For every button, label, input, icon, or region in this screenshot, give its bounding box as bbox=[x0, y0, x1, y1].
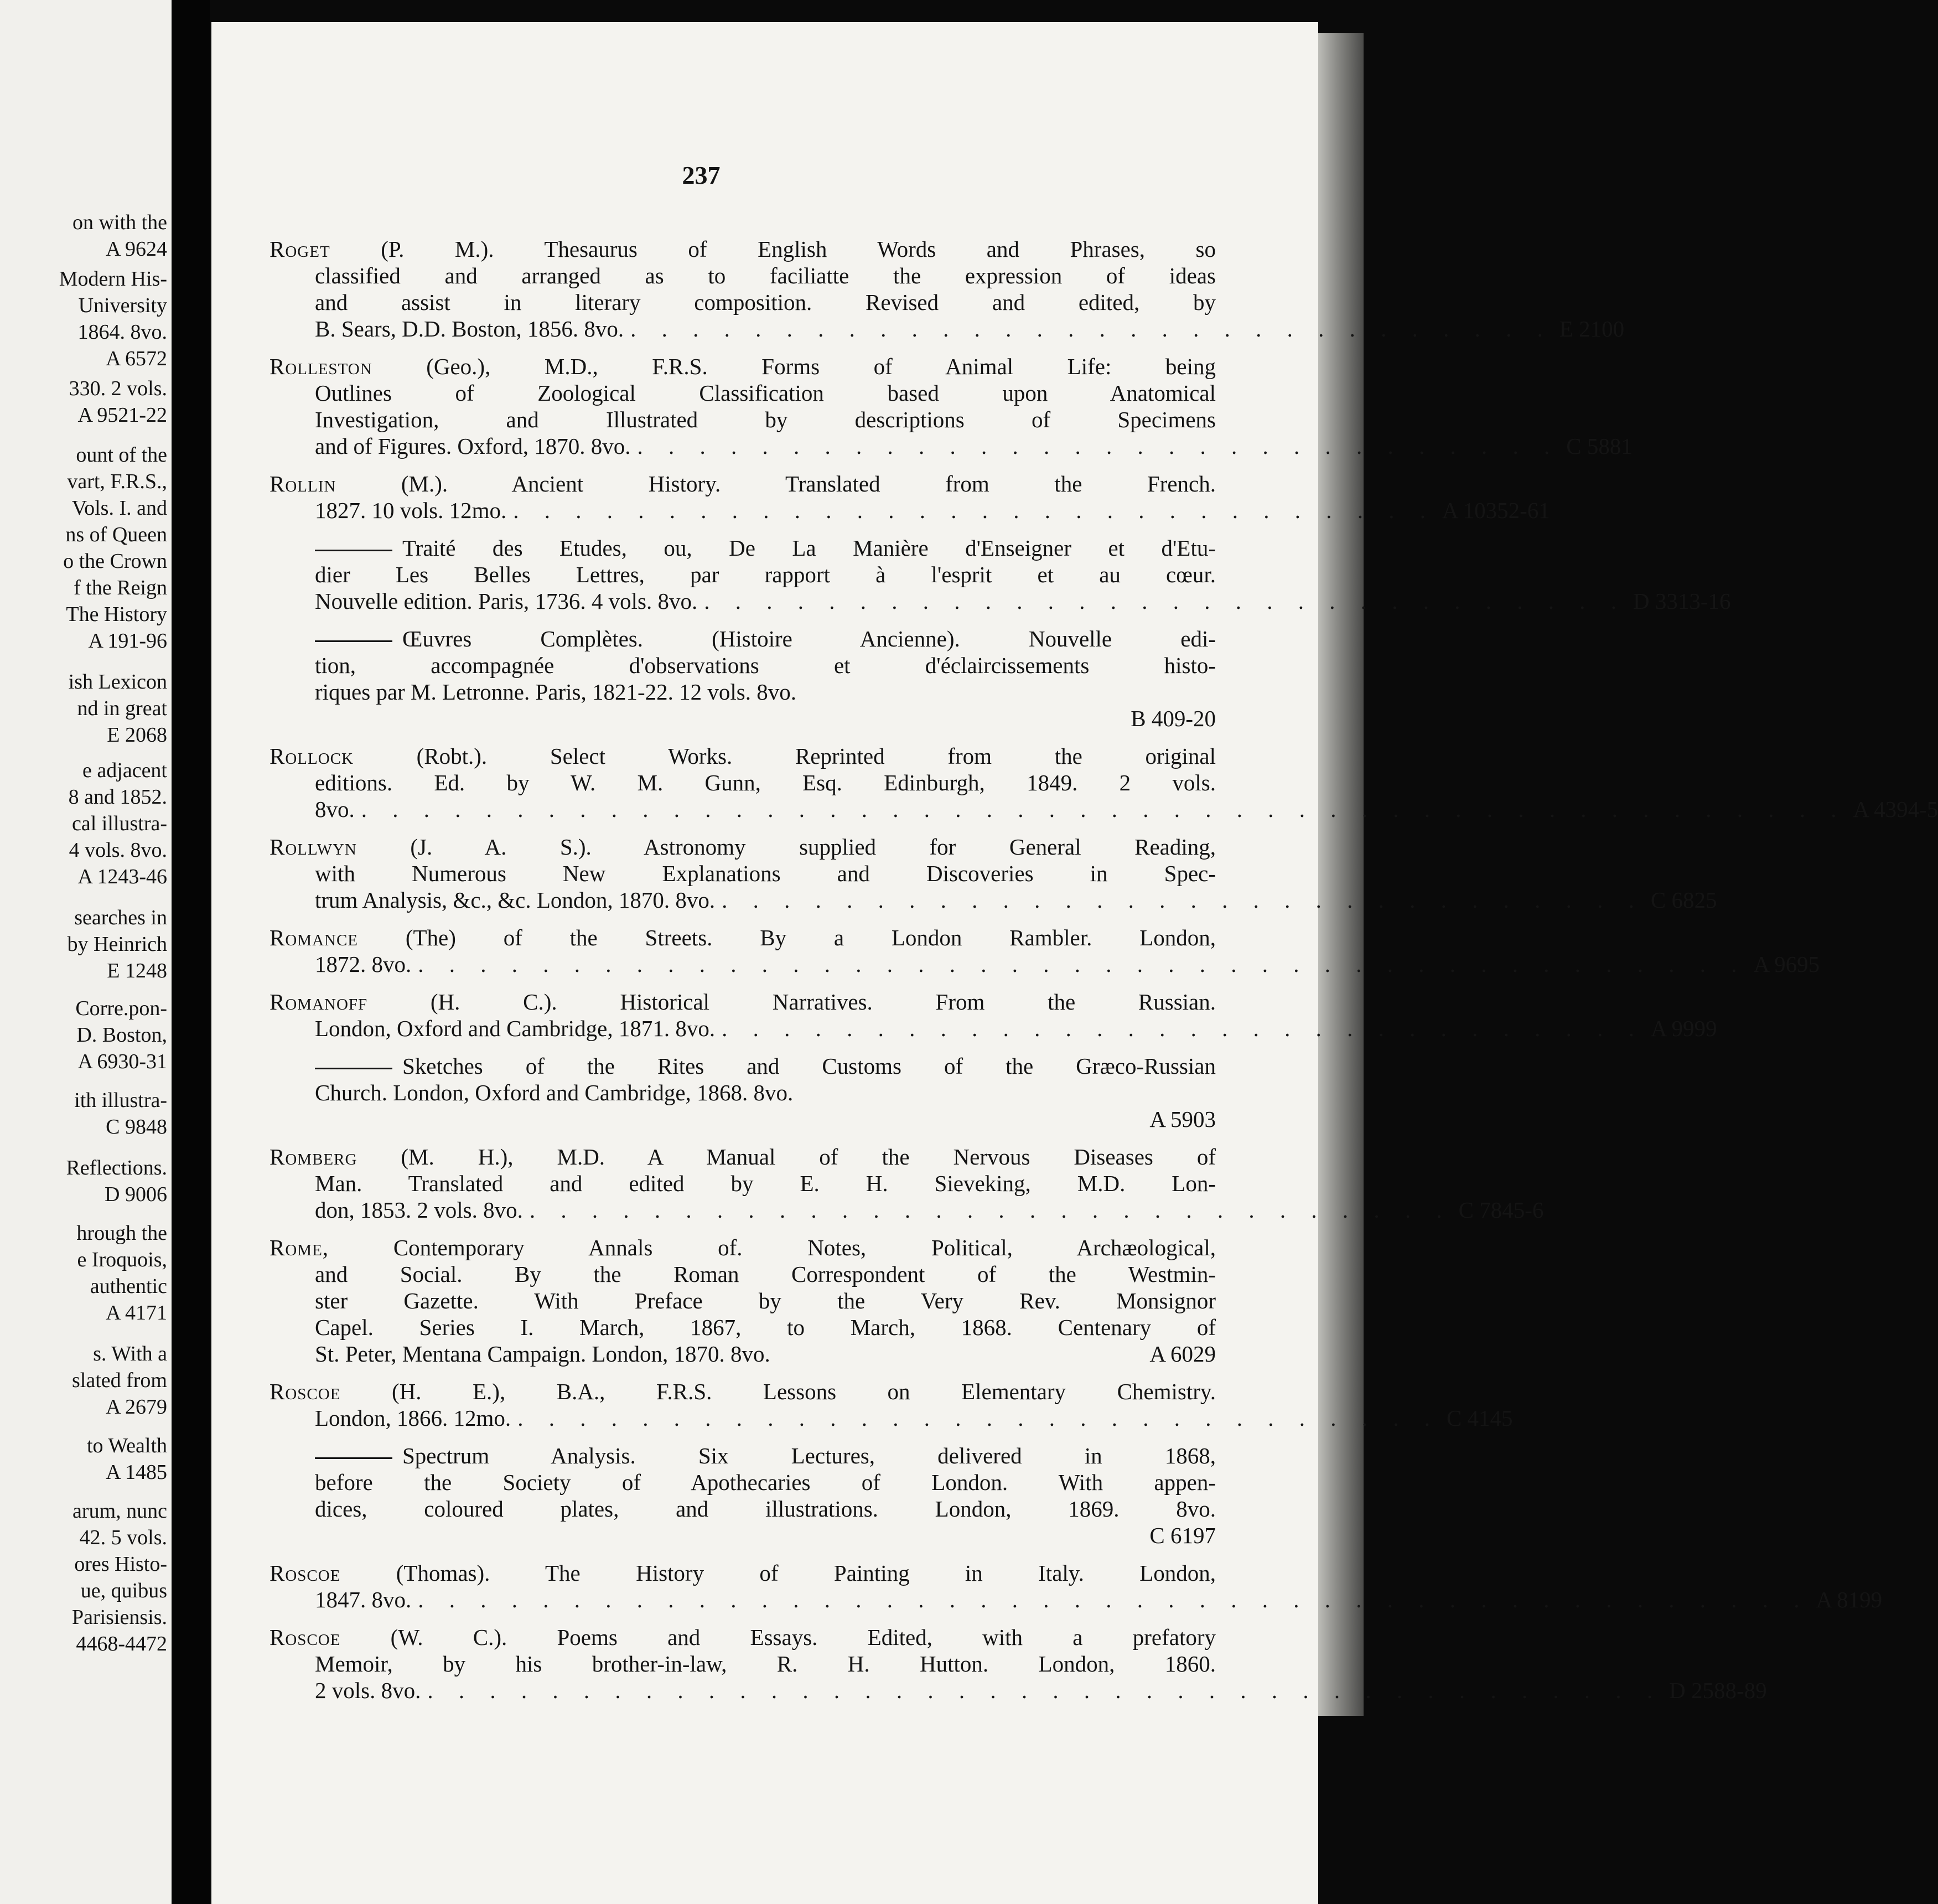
entry-line bbox=[270, 1144, 1216, 1170]
entry-line bbox=[270, 353, 1216, 380]
left-fragment: cal illustra- bbox=[72, 812, 167, 835]
left-fragment: A 9624 bbox=[106, 237, 167, 261]
entry-text: Œuvres Complètes. (Histoire Ancienne). Nouvelle edi- bbox=[402, 626, 1216, 651]
left-fragment: hrough the bbox=[76, 1222, 167, 1245]
left-fragment: Reflections. bbox=[66, 1156, 167, 1179]
catalogue-entry bbox=[270, 470, 1550, 524]
entry-line bbox=[270, 1522, 1216, 1549]
catalogue-entry bbox=[270, 834, 1717, 913]
catalogue-entry bbox=[270, 743, 1938, 822]
entry-line: Church. London, Oxford and Cambridge, 1868. 8vo. bbox=[315, 1080, 794, 1105]
left-fragment: A 191-96 bbox=[88, 629, 167, 653]
entry-author: Romberg bbox=[270, 1144, 357, 1170]
entry-line: Capel. Series I. March, 1867, to March, 1868. Centenary of bbox=[315, 1315, 1216, 1340]
entry-line bbox=[270, 236, 1216, 262]
ditto-dash bbox=[315, 640, 392, 642]
shelf-mark: E 2100 bbox=[1559, 316, 1625, 342]
left-fragment: 4468-4472 bbox=[76, 1632, 167, 1655]
entry-text: Sketches of the Rites and Customs of the Græco-Russian bbox=[402, 1053, 1216, 1079]
left-fragment: A 2679 bbox=[106, 1395, 167, 1419]
catalogue-entries bbox=[270, 236, 1938, 1715]
entry-line: London, Oxford and Cambridge, 1871. 8vo. . . . . . . . . . . . . . . . . . . . . . . . . . . . . . . A 9999 bbox=[315, 1016, 1717, 1041]
shelf-mark: B 409-20 bbox=[1131, 706, 1216, 731]
entry-line: trum Analysis, &c., &c. London, 1870. 8vo. . . . . . . . . . . . . . . . . . . . . . . . . . . . . . . C 6825 bbox=[315, 887, 1717, 913]
entry-text: Traité des Etudes, ou, De La Manière d'Enseigner et d'Etu- bbox=[402, 535, 1216, 561]
catalogue-entry bbox=[270, 924, 1820, 977]
entry-text: (M.). Ancient History. Translated from the French. bbox=[401, 471, 1216, 496]
left-fragment: Vols. I. and bbox=[71, 496, 167, 520]
left-fragment: searches in bbox=[74, 906, 167, 929]
entry-text: and of Figures. Oxford, 1870. 8vo. bbox=[315, 433, 631, 459]
entry-line: riques par M. Letronne. Paris, 1821-22. 12 vols. 8vo. bbox=[315, 679, 796, 705]
left-fragment: A 9521-22 bbox=[77, 403, 167, 427]
entry-line bbox=[270, 1106, 1216, 1132]
shelf-mark: D 3313-16 bbox=[1633, 588, 1731, 614]
entry-text: (H. C.). Historical Narratives. From the Russian. bbox=[430, 989, 1216, 1015]
left-fragment: nd in great bbox=[77, 697, 167, 720]
entry-text: trum Analysis, &c., &c. London, 1870. 8vo. bbox=[315, 887, 716, 913]
shelf-mark: D 2588-89 bbox=[1669, 1678, 1767, 1703]
entry-line: B. Sears, D.D. Boston, 1856. 8vo. . . . . . . . . . . . . . . . . . . . . . . . . . . . . . . E 2100 bbox=[315, 316, 1625, 342]
left-fragment: ue, quibus bbox=[80, 1579, 167, 1602]
entry-line: don, 1853. 2 vols. 8vo. . . . . . . . . . . . . . . . . . . . . . . . . . . . . . . C 7845-6 bbox=[315, 1197, 1544, 1223]
entry-text: (Thomas). The History of Painting in Italy. London, bbox=[396, 1560, 1216, 1586]
left-fragment: 42. 5 vols. bbox=[79, 1526, 167, 1549]
entry-line: editions. Ed. by W. M. Gunn, Esq. Edinburgh, 1849. 2 vols. bbox=[315, 770, 1216, 795]
entry-line bbox=[270, 1234, 1216, 1261]
entry-line: classified and arranged as to faciliatte the expression of ideas bbox=[315, 263, 1216, 288]
entry-line: Nouvelle edition. Paris, 1736. 4 vols. 8vo. . . . . . . . . . . . . . . . . . . . . . . . . . . . . . . D 3313-16 bbox=[315, 588, 1731, 614]
entry-text: (Geo.), M.D., F.R.S. Forms of Animal Life: being bbox=[426, 354, 1216, 379]
entry-author: Roscoe bbox=[270, 1560, 341, 1586]
entry-line: and Social. By the Roman Correspondent of the Westmin- bbox=[315, 1261, 1216, 1287]
entry-line: 1847. 8vo. . . . . . . . . . . . . . . . . . . . . . . . . . . . . . . . . . . . . . . . . . . . . . A 8199 bbox=[315, 1587, 1883, 1612]
entry-line bbox=[270, 743, 1216, 769]
catalogue-entry bbox=[270, 1144, 1544, 1223]
shelf-mark: A 5903 bbox=[1149, 1106, 1216, 1132]
shelf-mark: A 9695 bbox=[1753, 951, 1820, 977]
page-number: 237 bbox=[682, 161, 721, 189]
catalogue-entry bbox=[270, 989, 1717, 1042]
left-fragment: C 9848 bbox=[106, 1115, 167, 1139]
entry-text: London, 1866. 12mo. bbox=[315, 1405, 511, 1431]
entry-line bbox=[270, 1442, 1216, 1469]
entry-text: 1872. 8vo. bbox=[315, 951, 412, 977]
catalogue-entry bbox=[270, 625, 1216, 732]
book-gutter bbox=[172, 0, 210, 1904]
entry-text: (W. C.). Poems and Essays. Edited, with a prefatory bbox=[390, 1624, 1216, 1650]
entry-line: 2 vols. 8vo. . . . . . . . . . . . . . . . . . . . . . . . . . . . . . . . . . . . . . . . . D 2588-89 bbox=[315, 1678, 1767, 1703]
entry-text: don, 1853. 2 vols. 8vo. bbox=[315, 1197, 523, 1223]
left-fragment: A 1485 bbox=[106, 1461, 167, 1484]
catalogue-entry bbox=[270, 1442, 1216, 1549]
entry-text: , Contemporary Annals of. Notes, Political, Archæological, bbox=[322, 1235, 1216, 1260]
entry-text: 8vo. bbox=[315, 796, 355, 822]
left-fragment: ores Histo- bbox=[74, 1553, 167, 1576]
left-fragment: ount of the bbox=[76, 443, 167, 467]
previous-page-fragment bbox=[0, 0, 172, 1904]
entry-line: and of Figures. Oxford, 1870. 8vo. . . . . . . . . . . . . . . . . . . . . . . . . . . . . . . C 5881 bbox=[315, 433, 1633, 459]
entry-author: Roget bbox=[270, 236, 330, 262]
left-fragment: ith illustra- bbox=[74, 1089, 167, 1112]
shelf-mark: C 7845-6 bbox=[1458, 1197, 1544, 1223]
entry-author: Rollin bbox=[270, 471, 336, 496]
catalogue-entry bbox=[270, 1378, 1513, 1431]
entry-line bbox=[270, 470, 1216, 497]
ditto-dash bbox=[315, 1068, 392, 1069]
catalogue-entry bbox=[270, 1053, 1216, 1132]
entry-text: (The) of the Streets. By a London Rambler. London, bbox=[405, 925, 1216, 950]
catalogue-page bbox=[211, 22, 1938, 1904]
left-fragment: e adjacent bbox=[82, 759, 167, 782]
entry-line: before the Society of Apothecaries of London. With appen- bbox=[315, 1470, 1216, 1495]
shelf-mark: A 10352-61 bbox=[1442, 498, 1550, 523]
left-fragment: by Heinrich bbox=[67, 933, 167, 956]
left-fragment: o the Crown bbox=[63, 550, 167, 573]
entry-line bbox=[270, 989, 1216, 1015]
entry-line: 8vo. . . . . . . . . . . . . . . . . . . . . . . . . . . . . . . . . . . . . . . . . . . . . . . . . A 4394-5 bbox=[315, 796, 1938, 822]
entry-line bbox=[270, 535, 1216, 561]
left-fragment: f the Reign bbox=[74, 576, 167, 599]
left-fragment: e Iroquois, bbox=[77, 1248, 167, 1271]
catalogue-entry bbox=[270, 1560, 1883, 1613]
entry-line bbox=[270, 1378, 1216, 1405]
entry-line: ster Gazette. With Preface by the Very Rev. Monsignor bbox=[315, 1288, 1216, 1313]
left-fragment: slated from bbox=[71, 1369, 167, 1392]
entry-text: 1827. 10 vols. 12mo. bbox=[315, 498, 507, 523]
shelf-mark: C 5881 bbox=[1566, 433, 1633, 459]
entry-line: Man. Translated and edited by E. H. Sieveking, M.D. Lon- bbox=[315, 1171, 1216, 1196]
left-fragment: to Wealth bbox=[86, 1434, 167, 1457]
shelf-mark: C 4145 bbox=[1446, 1405, 1513, 1431]
left-fragment: A 4171 bbox=[106, 1301, 167, 1324]
entry-author: Romanoff bbox=[270, 989, 368, 1015]
entry-text: Nouvelle edition. Paris, 1736. 4 vols. 8vo. bbox=[315, 588, 698, 614]
left-fragment: on with the bbox=[72, 211, 167, 234]
entry-author: Romance bbox=[270, 925, 359, 950]
left-fragment: University bbox=[78, 294, 167, 317]
catalogue-entry bbox=[270, 353, 1633, 459]
shelf-mark: A 6029 bbox=[1149, 1341, 1216, 1367]
shelf-mark: C 6197 bbox=[1149, 1523, 1216, 1548]
left-fragment: A 1243-46 bbox=[77, 865, 167, 888]
shelf-mark: C 6825 bbox=[1650, 887, 1717, 913]
entry-author: Rome bbox=[270, 1235, 323, 1260]
entry-line: Investigation, and Illustrated by descriptions of Specimens bbox=[315, 407, 1216, 432]
entry-text: London, Oxford and Cambridge, 1871. 8vo. bbox=[315, 1016, 716, 1041]
left-fragment: The History bbox=[66, 603, 167, 626]
entry-line bbox=[270, 924, 1216, 951]
page-edge bbox=[1318, 33, 1364, 1716]
left-fragment: D 9006 bbox=[105, 1183, 167, 1206]
left-fragment: 4 vols. 8vo. bbox=[69, 839, 167, 862]
entry-text: (M. H.), M.D. A Manual of the Nervous Diseases of bbox=[401, 1144, 1216, 1170]
entry-line: tion, accompagnée d'observations et d'éclaircissements histo- bbox=[315, 653, 1216, 678]
left-fragment: D. Boston, bbox=[76, 1023, 167, 1047]
left-fragment: 1864. 8vo. bbox=[77, 320, 167, 344]
entry-line bbox=[270, 1341, 1216, 1367]
entry-line bbox=[270, 625, 1216, 652]
entry-author: Roscoe bbox=[270, 1379, 341, 1404]
entry-line: with Numerous New Explanations and Discoveries in Spec- bbox=[315, 861, 1216, 886]
shelf-mark: A 4394-5 bbox=[1853, 796, 1938, 822]
entry-author: Rolleston bbox=[270, 354, 372, 379]
left-fragment: arum, nunc bbox=[72, 1499, 167, 1523]
entry-author: Roscoe bbox=[270, 1624, 341, 1650]
shelf-mark: A 9999 bbox=[1650, 1016, 1717, 1041]
left-fragment: E 1248 bbox=[107, 959, 167, 982]
entry-author: Rollock bbox=[270, 743, 354, 769]
left-fragment: ns of Queen bbox=[65, 523, 167, 546]
entry-line: London, 1866. 12mo. . . . . . . . . . . . . . . . . . . . . . . . . . . . . . . C 4145 bbox=[315, 1405, 1513, 1431]
ditto-dash bbox=[315, 550, 392, 551]
catalogue-entry bbox=[270, 1624, 1767, 1704]
left-fragment: Corre.pon- bbox=[75, 997, 167, 1020]
entry-line: 1827. 10 vols. 12mo. . . . . . . . . . . . . . . . . . . . . . . . . . . . . . . A 10352-61 bbox=[315, 498, 1550, 523]
entry-author: Rollwyn bbox=[270, 834, 357, 860]
entry-text: 1847. 8vo. bbox=[315, 1587, 412, 1612]
left-fragment: 8 and 1852. bbox=[68, 785, 167, 809]
shelf-mark: A 8199 bbox=[1816, 1587, 1883, 1612]
entry-text: Spectrum Analysis. Six Lectures, delivered in 1868, bbox=[402, 1443, 1216, 1468]
left-fragment: E 2068 bbox=[107, 723, 167, 747]
left-fragment: Parisiensis. bbox=[71, 1606, 167, 1629]
entry-text: (J. A. S.). Astronomy supplied for General Reading, bbox=[410, 834, 1216, 860]
entry-line bbox=[270, 705, 1216, 732]
left-fragment: Modern His- bbox=[59, 267, 167, 291]
entry-line bbox=[270, 834, 1216, 860]
left-fragment: ish Lexicon bbox=[68, 670, 167, 694]
entry-line: dices, coloured plates, and illustrations. London, 1869. 8vo. bbox=[315, 1496, 1216, 1522]
entry-line: and assist in literary composition. Revised and edited, by bbox=[315, 289, 1216, 315]
entry-text: 2 vols. 8vo. bbox=[315, 1678, 421, 1703]
entry-line: dier Les Belles Lettres, par rapport à l'esprit et au cœur. bbox=[315, 562, 1216, 587]
entry-text: B. Sears, D.D. Boston, 1856. 8vo. bbox=[315, 316, 624, 342]
entry-text: St. Peter, Mentana Campaign. London, 1870. 8vo. bbox=[315, 1341, 770, 1367]
entry-line: Outlines of Zoological Classification based upon Anatomical bbox=[315, 380, 1216, 406]
left-fragment: A 6930-31 bbox=[77, 1050, 167, 1073]
entry-line bbox=[270, 1560, 1216, 1586]
left-fragment: A 6572 bbox=[106, 347, 167, 370]
ditto-dash bbox=[315, 1457, 392, 1459]
entry-text: (P. M.). Thesaurus of English Words and Phrases, so bbox=[381, 236, 1216, 262]
entry-line: Memoir, by his brother-in-law, R. H. Hutton. London, 1860. bbox=[315, 1651, 1216, 1677]
catalogue-entry bbox=[270, 1234, 1216, 1367]
entry-text: (H. E.), B.A., F.R.S. Lessons on Elementary Chemistry. bbox=[391, 1379, 1216, 1404]
entry-text: (Robt.). Select Works. Reprinted from the original bbox=[416, 743, 1216, 769]
left-fragment: authentic bbox=[90, 1275, 167, 1298]
entry-line bbox=[270, 1624, 1216, 1651]
catalogue-entry bbox=[270, 236, 1625, 342]
catalogue-entry bbox=[270, 535, 1731, 614]
entry-line: 1872. 8vo. . . . . . . . . . . . . . . . . . . . . . . . . . . . . . . . . . . . . . . . . . . . A 9695 bbox=[315, 951, 1820, 977]
left-fragment: 330. 2 vols. bbox=[69, 377, 167, 400]
entry-line bbox=[270, 1053, 1216, 1079]
left-fragment: vart, F.R.S., bbox=[67, 470, 167, 493]
left-fragment: s. With a bbox=[93, 1342, 167, 1365]
